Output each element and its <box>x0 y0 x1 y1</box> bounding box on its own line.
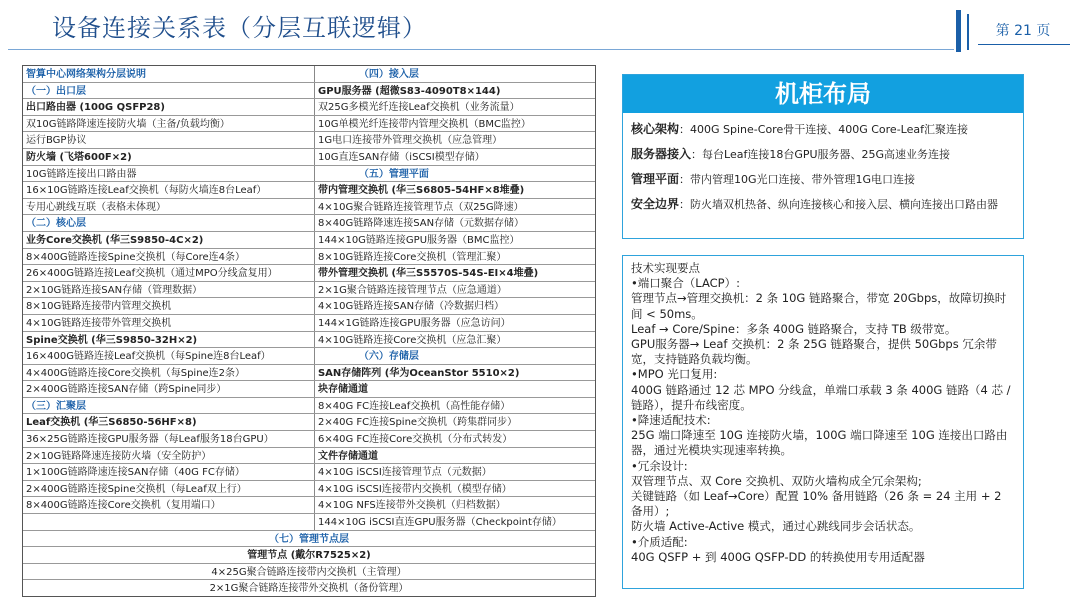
table-cell-left: 26×400G链路连接Leaf交换机（通过MPO分线盒复用） <box>23 265 315 281</box>
tech-note-line: GPU服务器→ Leaf 交换机：2 条 25G 链路聚合，提供 50Gbps 冗余带宽，支持链路负载均衡。 <box>631 337 997 367</box>
table-row <box>23 580 595 596</box>
table-cell-right: 8×40G FC连接Leaf交换机（高性能存储） <box>317 400 511 412</box>
table-row <box>23 298 595 315</box>
rack-item: 服务器接入：每台Leaf连接18台GPU服务器、25G高速业务连接 <box>631 147 951 161</box>
table-cell-left: （七）管理节点层 <box>269 533 349 545</box>
table-cell-right: 带内管理交换机 (华三S6805-54HF×8堆叠) <box>317 185 525 197</box>
table-row <box>23 83 595 100</box>
table-row <box>23 282 595 299</box>
tech-note-line: •MPO 光口复用: <box>631 367 718 382</box>
table-cell-right: 10G单模光纤连接带内管理交换机（BMC监控） <box>317 118 531 130</box>
table-cell-left <box>23 514 315 530</box>
table-cell-right: 带外管理交换机 (华三S5570S-54S-EI×4堆叠) <box>317 268 539 280</box>
tech-note-line: •降速适配技术: <box>631 413 711 428</box>
table-row <box>23 149 595 166</box>
table-row <box>23 365 595 382</box>
table-cell-left: 出口路由器 (100G QSFP28) <box>23 99 315 115</box>
table-cell-right: （四）接入层 <box>358 69 419 80</box>
table-cell-left: （三）汇聚层 <box>23 398 315 414</box>
table-cell-right: 6×40G FC连接Core交换机（分布式转发） <box>317 434 513 446</box>
rack-item: 安全边界：防火墙双机热备、纵向连接核心和接入层、横向连接出口路由器 <box>631 197 999 211</box>
table-cell-left: （二）核心层 <box>23 215 315 231</box>
rack-layout-title: 机柜布局 <box>623 75 1023 113</box>
table-cell-left: 运行BGP协议 <box>23 132 315 148</box>
header-accent-bar-thin <box>967 14 969 50</box>
table-cell-right: 2×40G FC连接Spine交换机（跨集群同步） <box>317 417 518 429</box>
rack-item: 管理平面：带内管理10G光口连接、带外管理1G电口连接 <box>631 172 916 186</box>
table-cell-left: Leaf交换机 (华三S6850-56HF×8) <box>23 414 315 430</box>
table-row <box>23 464 595 481</box>
table-row <box>23 249 595 266</box>
tech-note-line: •介质适配: <box>631 534 688 549</box>
table-row <box>23 232 595 249</box>
table-cell-right: 双25G多模光纤连接Leaf交换机（业务流量） <box>317 102 520 114</box>
table-cell-left: 16×400G链路连接Leaf交换机（每Spine连8台Leaf） <box>23 348 315 364</box>
table-cell-left: 2×10G链路连接SAN存储（管理数据） <box>23 282 315 298</box>
table-cell-right: GPU服务器 (超微S83-4090T8×144) <box>317 85 501 97</box>
tech-note-line: 400G 链路通过 12 芯 MPO 分线盒，单端口承载 3 条 400G 链路（4 芯 / 链路），提升布线密度。 <box>631 382 1011 412</box>
device-connection-table <box>22 65 596 597</box>
table-cell-left: 防火墙 (飞塔600F×2) <box>23 149 315 165</box>
table-cell-right: 4×10G链路连接SAN存储（冷数据归档） <box>317 301 505 313</box>
table-cell-left: 管理节点 (戴尔R7525×2) <box>247 550 371 562</box>
table-row <box>23 99 595 116</box>
table-cell-left: 8×10G链路连接带内管理交换机 <box>23 298 315 314</box>
table-cell-right: 144×10G链路连接GPU服务器（BMC监控） <box>317 234 520 246</box>
page-title: 设备连接关系表（分层互联逻辑） <box>52 14 427 42</box>
page-number: 第 21 页 <box>995 23 1051 39</box>
table-cell-right: 1G电口连接带外管理交换机（应急管理） <box>317 135 503 147</box>
title-divider <box>8 49 954 50</box>
table-cell-left: 4×10G链路连接带外管理交换机 <box>23 315 315 331</box>
table-cell-left: 36×25G链路连接GPU服务器（每Leaf服务18台GPU） <box>23 431 315 447</box>
table-cell-left: 16×10G链路连接Leaf交换机（每防火墙连8台Leaf） <box>23 182 315 198</box>
table-cell-right: 144×10G iSCSI直连GPU服务器（Checkpoint存储） <box>317 517 562 529</box>
table-cell-left: Spine交换机 (华三S9850-32H×2) <box>23 332 315 348</box>
table-cell-left: 专用心跳线互联（表格未体现） <box>23 199 315 215</box>
header-accent-bar <box>956 10 961 52</box>
table-row <box>23 116 595 133</box>
table-cell-right: 4×10G链路连接Core交换机（应急汇聚） <box>317 334 507 346</box>
table-row <box>23 315 595 332</box>
tech-note-line: 40G QSFP + 到 400G QSFP-DD 的转换使用专用适配器 <box>631 549 925 564</box>
tech-note-line: 双管理节点、双 Core 交换机、双防火墙构成全冗余架构; <box>631 473 922 488</box>
table-cell-left: 2×1G聚合链路连接带外交换机（备份管理） <box>209 583 409 595</box>
table-row <box>23 531 595 548</box>
tech-note-line: Leaf → Core/Spine：多条 400G 链路聚合，支持 TB 级带宽。 <box>631 321 957 336</box>
table-cell-right: 10G直连SAN存储（iSCSI模型存储） <box>317 151 485 163</box>
table-cell-right: 8×10G链路连接Core交换机（管理汇聚） <box>317 251 507 263</box>
tech-note-line: 防火墙 Active-Active 模式，通过心跳线同步会话状态。 <box>631 519 921 534</box>
table-row <box>23 448 595 465</box>
table-cell-left: 2×10G链路降速连接防火墙（安全防护） <box>23 448 315 464</box>
table-cell-left: 双10G链路降速连接防火墙（主备/负载均衡） <box>23 116 315 132</box>
table-row <box>23 332 595 349</box>
table-cell-right: 4×10G iSCSI连接带内交换机（模型存储） <box>317 483 512 495</box>
tech-notes-panel <box>622 255 1024 589</box>
table-cell-left: 智算中心网络架构分层说明 <box>23 66 315 82</box>
table-cell-right: 文件存储通道 <box>317 450 378 462</box>
table-cell-right: 4×10G NFS连接带外交换机（归档数据） <box>317 500 506 512</box>
table-row <box>23 132 595 149</box>
table-cell-right: （六）存储层 <box>358 351 419 363</box>
table-cell-right: SAN存储阵列 (华为OceanStor 5510×2) <box>317 367 520 379</box>
table-cell-right: 8×40G链路降速连接SAN存储（元数据存储） <box>317 218 525 230</box>
table-cell-right: （五）管理平面 <box>358 168 429 180</box>
table-row <box>23 66 595 83</box>
table-row <box>23 199 595 216</box>
table-cell-left: 10G链路连接出口路由器 <box>23 166 315 182</box>
tech-note-line: 关键链路（如 Leaf→Core）配置 10% 备用链路（26 条 = 24 主用 + 2 备用）; <box>631 489 1002 519</box>
table-row <box>23 381 595 398</box>
table-cell-right: 144×1G链路连接GPU服务器（应急访问） <box>317 317 511 329</box>
table-cell-left: 业务Core交换机 (华三S9850-4C×2) <box>23 232 315 248</box>
table-cell-right: 块存储通道 <box>317 384 368 396</box>
table-row <box>23 547 595 564</box>
table-cell-left: （一）出口层 <box>23 83 315 99</box>
table-row <box>23 166 595 183</box>
table-row <box>23 348 595 365</box>
tech-note-line: 管理节点→管理交换机：2 条 10G 链路聚合，带宽 20Gbps，故障切换时间 < 50ms。 <box>631 291 1007 321</box>
table-row <box>23 414 595 431</box>
table-cell-left: 2×400G链路连接Spine交换机（每Leaf双上行） <box>23 481 315 497</box>
tech-note-line: 25G 端口降速至 10G 连接防火墙，100G 端口降速至 10G 连接出口路由器，通过光模块实现速率转换。 <box>631 428 1008 458</box>
table-row <box>23 431 595 448</box>
rack-layout-body <box>623 113 1023 217</box>
table-row <box>23 497 595 514</box>
table-cell-right: 2×1G聚合链路连接管理节点（应急通道） <box>317 284 507 296</box>
page-number-underline <box>978 44 1070 45</box>
table-row <box>23 481 595 498</box>
tech-note-line: •冗余设计: <box>631 458 688 473</box>
table-cell-right: 4×10G聚合链路连接管理节点（双25G降速） <box>317 201 524 213</box>
rack-layout-panel <box>622 74 1024 239</box>
table-row <box>23 514 595 531</box>
table-row <box>23 564 595 581</box>
table-cell-left: 4×400G链路连接Core交换机（每Spine连2条） <box>23 365 315 381</box>
tech-note-line: •端口聚合（LACP）: <box>631 276 740 291</box>
table-cell-left: 2×400G链路连接SAN存储（跨Spine同步） <box>23 381 315 397</box>
table-row <box>23 182 595 199</box>
table-cell-left: 8×400G链路连接Spine交换机（每Core连4条） <box>23 249 315 265</box>
table-cell-left: 1×100G链路降速连接SAN存储（40G FC存储） <box>23 464 315 480</box>
table-cell-right: 4×10G iSCSI连接管理节点（元数据） <box>317 467 492 479</box>
table-row <box>23 265 595 282</box>
tech-note-line: 技术实现要点 <box>631 261 700 275</box>
rack-item: 核心架构：400G Spine-Core骨干连接、400G Core-Leaf汇聚连接 <box>631 122 968 136</box>
table-row <box>23 215 595 232</box>
table-cell-left: 8×400G链路连接Core交换机（复用端口） <box>23 497 315 513</box>
table-cell-left: 4×25G聚合链路连接带内交换机（主管理） <box>211 566 407 578</box>
table-row <box>23 398 595 415</box>
